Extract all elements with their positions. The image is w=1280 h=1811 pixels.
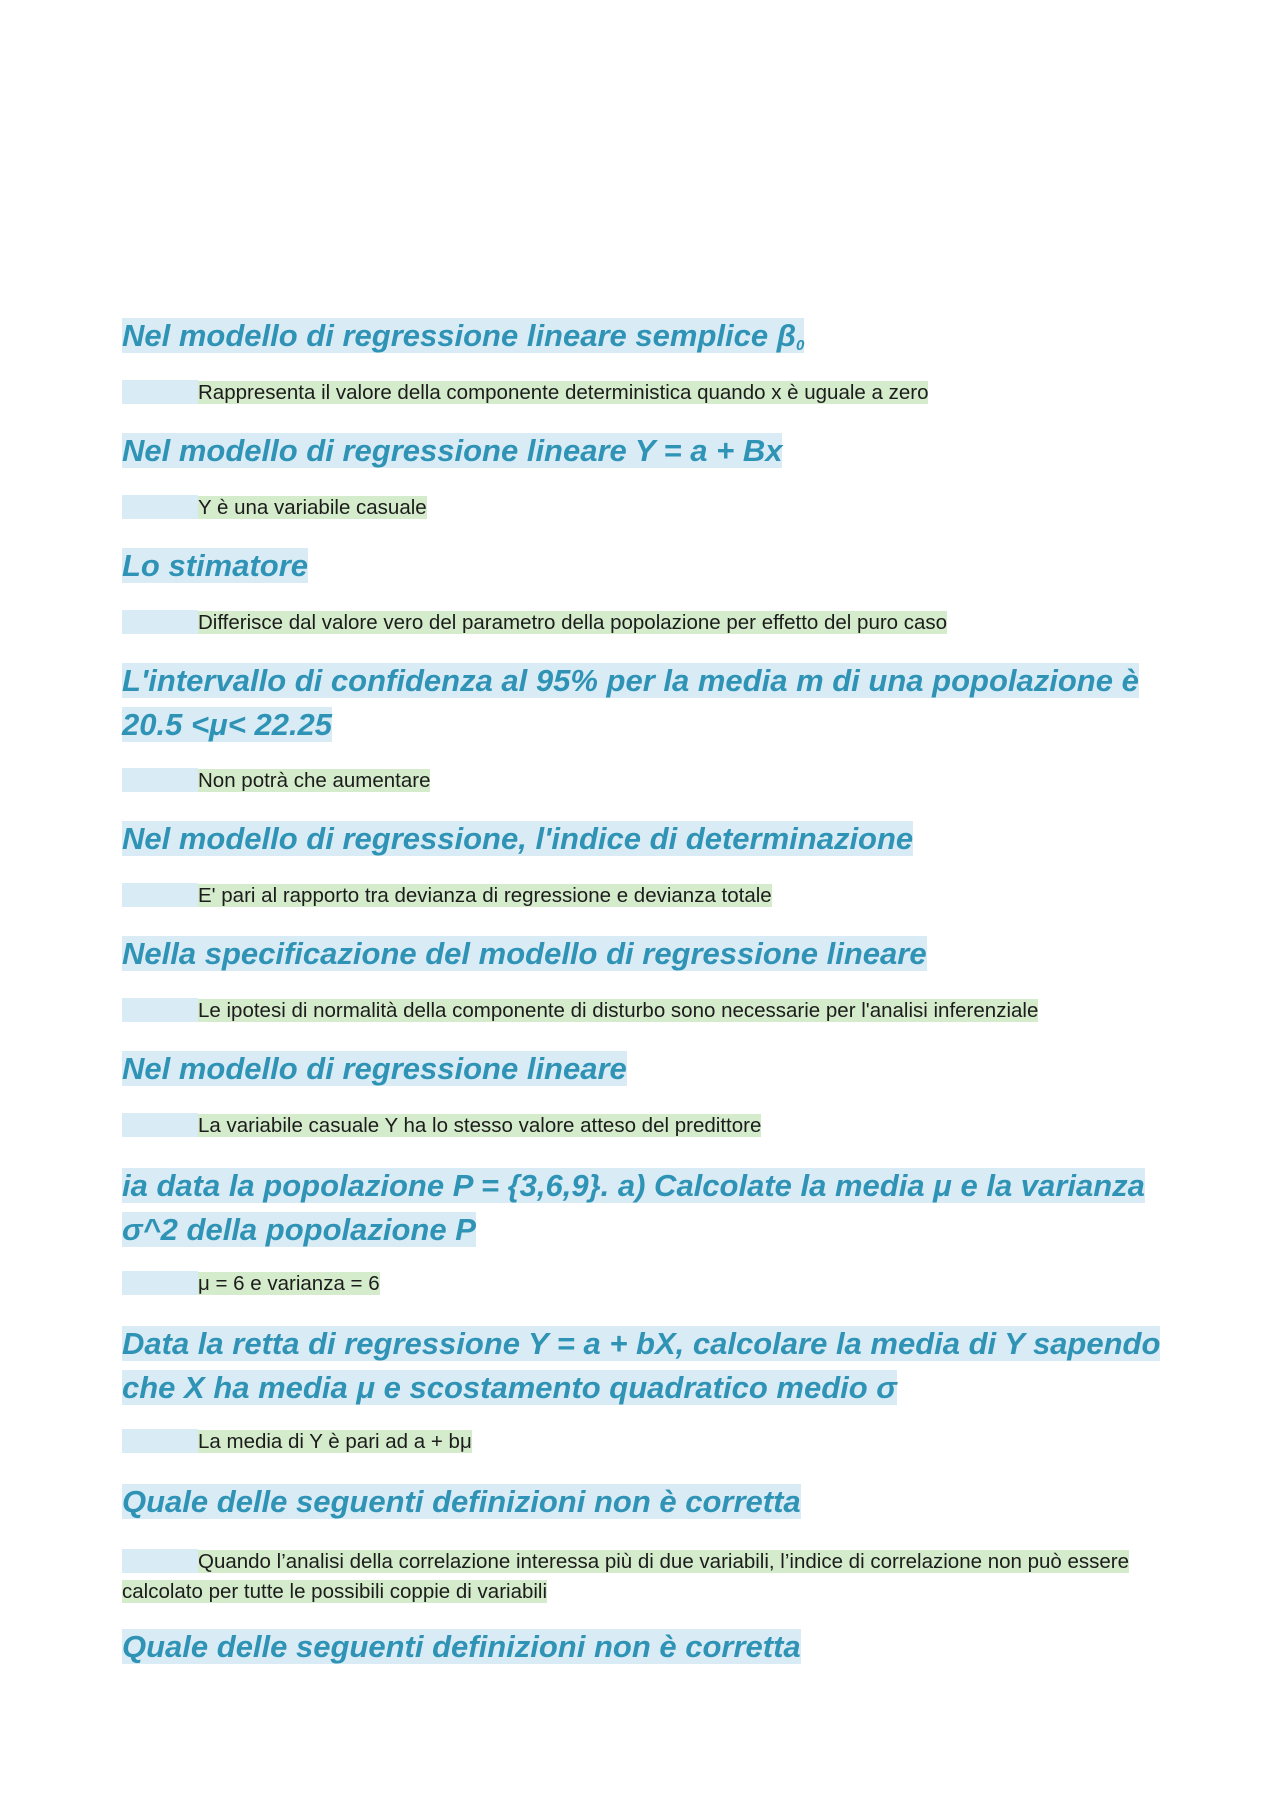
question-9: Data la retta di regressione Y = a + bX, calcolare la media di Y sapendo che X ha media μ e scostamento quadratico medio σ xyxy=(122,1326,1161,1405)
answer-4: Non potrà che aumentare xyxy=(122,766,1162,796)
answer-1: Rappresenta il valore della componente deterministica quando x è uguale a zero xyxy=(122,378,1162,408)
question-7: Nel modello di regressione lineare xyxy=(122,1051,627,1086)
answer-6: Le ipotesi di normalità della componente di disturbo sono necessarie per l'analisi inferenziale xyxy=(122,996,1162,1026)
answer-3: Differisce dal valore vero del parametro della popolazione per effetto del puro caso xyxy=(122,608,1162,638)
answer-10: Quando l’analisi della correlazione interessa più di due variabili, l’indice di correlazione non può essere calcolato per tutte le possibili coppie di variabili xyxy=(122,1550,1130,1603)
answer-2: Y è una variabile casuale xyxy=(122,493,1162,523)
question-6: Nella specificazione del modello di regressione lineare xyxy=(122,936,927,971)
question-5: Nel modello di regressione, l'indice di determinazione xyxy=(122,821,914,856)
answer-5: E' pari al rapporto tra devianza di regressione e devianza totale xyxy=(122,881,1162,911)
question-11: Quale delle seguenti definizioni non è corretta xyxy=(122,1629,801,1664)
question-4: L'intervallo di confidenza al 95% per la media m di una popolazione è 20.5 <μ< 22.25 xyxy=(122,663,1139,742)
question-2: Nel modello di regressione lineare Y = a + Bx xyxy=(122,433,783,468)
question-10: Quale delle seguenti definizioni non è corretta xyxy=(122,1484,801,1519)
question-1: Nel modello di regressione lineare semplice $\beta_0$ xyxy=(122,318,805,354)
subscript: 0 xyxy=(795,337,805,354)
answer-7: La variabile casuale Y ha lo stesso valore atteso del predittore xyxy=(122,1111,1162,1141)
question-3: Lo stimatore xyxy=(122,548,309,583)
question-8: ia data la popolazione P = {3,6,9}. a) Calcolate la media μ e la varianza σ^2 della popolazione P xyxy=(122,1168,1145,1247)
answer-8: μ = 6 e varianza = 6 xyxy=(122,1269,1162,1299)
answer-9: La media di Y è pari ad a + bμ xyxy=(122,1427,1162,1457)
